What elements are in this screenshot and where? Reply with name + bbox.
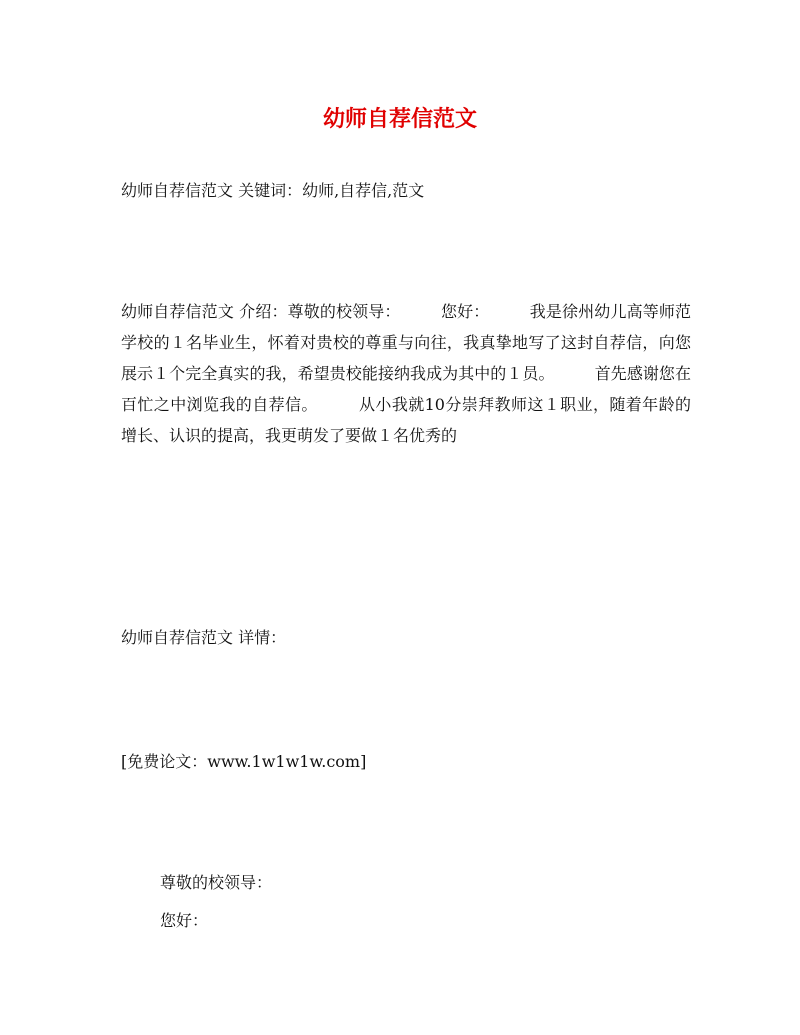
document-title: 幼师自荐信范文 <box>322 106 477 132</box>
salutation-line: 尊敬的校领导： <box>160 873 273 892</box>
intro-paragraph: 幼师自荐信范文 介绍：尊敬的校领导： 您好： 我是徐州幼儿高等师范学校的１名毕业生，怀着对贵校的尊重与向往，我真挚地写了这封自荐信，向您展示１个完全真实的我，希望贵校能接纳我成为其中的１员。 首先感谢您在百忙之中浏览我的自荐信。 从小我就10分崇拜教师这１职业，随着年龄的增长、认识的提高，我更萌发了要做１名优秀的 <box>121 302 691 445</box>
keywords-line: 幼师自荐信范文 关键词：幼师,自荐信,范文 <box>121 181 425 200</box>
details-line: 幼师自荐信范文 详情： <box>121 628 287 647</box>
greeting-line: 您好： <box>160 911 209 930</box>
free-paper-link-text: [免费论文：www.1w1w1w.com] <box>121 752 367 771</box>
